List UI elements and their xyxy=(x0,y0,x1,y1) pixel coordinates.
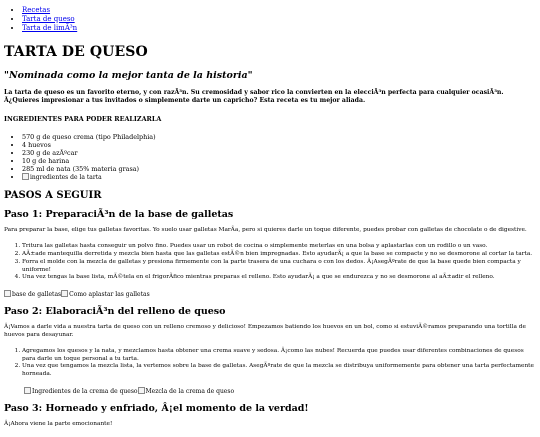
step1-images xyxy=(4,290,536,298)
nav-item xyxy=(22,6,536,15)
step1-text: Para preparar la base, elige tus galletas favoritas. Yo suelo usar galletas MarÃa, pero si quieres darle un toque diferente, puedes probar con galletas de chocolate o de digestive. xyxy=(4,227,527,234)
step3-title: Paso 3: Horneado y enfriado, Â¡el momento de la verdad! xyxy=(4,403,309,414)
page-subtitle: "Nominada como la mejor tanta de la historia" xyxy=(4,70,253,82)
step1-image-base-alt: base de galletas xyxy=(12,291,62,299)
step2-image-mezcla-alt: Mezcla de la crema de queso xyxy=(145,388,235,395)
nav-link-tarta-de-queso[interactable]: Tarta de queso xyxy=(22,14,75,23)
ingredient-item: • 4 huevos xyxy=(22,141,536,149)
ingredients-image-alt: ingredientes de la tarta xyxy=(30,173,102,181)
nav-link-recetas[interactable]: Recetas xyxy=(22,6,51,14)
broken-image-icon xyxy=(138,387,145,394)
step1-item: 4. Una vez tengas la base lista, mÃ©tela en el frigorÃfico mientras preparas el relleno. Esto ayudarÃ¡ a que se endurezca y no se desmorone al aÃ±adir el relleno. xyxy=(22,274,536,282)
ingredient-item: • 570 g de queso crema (tipo Philadelphia) xyxy=(22,133,536,141)
ingredient-item: • 285 ml de nata (35% materia grasa) xyxy=(22,165,536,173)
step2-title: Paso 2: ElaboraciÃ³n del relleno de queso xyxy=(4,306,226,318)
step1-item: 3. Forra el molde con la mezcla de galletas y presiona firmemente con la parte trasera de una cuchara o con los dedos. Â¡AsegÃºrate de que la base quede bien compacta y uniforme! xyxy=(22,259,536,275)
step2-item: 1. Agregamos los quesos y la nata, y mezclamos hasta obtener una crema suave y sedosa. Â¡como las nubes! Recuerda que puedes usar diferentes combinaciones de quesos para darle un toque personal a tu tarta. xyxy=(22,348,536,364)
ingredients-image xyxy=(22,173,102,182)
step1-image-aplastar xyxy=(61,290,150,298)
step2-list xyxy=(4,348,536,379)
step3-text: Â¡Ahora viene la parte emocionante! xyxy=(4,421,113,427)
step1-item: 1. Tritura las galletas hasta conseguir un polvo fino. Puedes usar un robot de cocina o simplemente meterlas en una bolsa y aplastarlas con un rodillo o un vaso. xyxy=(22,243,536,251)
ingredient-item: • 230 g de azÃºcar xyxy=(22,149,536,157)
intro-paragraph: La tarta de queso es un favorito eterno, y con razÃ³n. Su cremosidad y sabor rico la convierten en la elecciÃ³n perfecta para cualquier ocasiÃ³n. Â¿Quieres impresionar a tus invitados o simplemente darte un capricho? Esta receta es tu mejor aliada. xyxy=(4,89,504,104)
step2-images xyxy=(4,387,536,395)
ingredients-title: INGREDIENTES PARA PODER REALIZARLA xyxy=(4,114,162,123)
ingredient-item: • 10 g de harina xyxy=(22,157,536,165)
step1-image-aplastar-alt: Como aplastar las galletas xyxy=(69,291,150,299)
step1-item: 2. AÃ±ade mantequilla derretida y mezcla bien hasta que las galletas estÃ©n bien impregnadas. Esto ayudarÃ¡ a que la base se compacte y no se desmorone al cortar la tarta. xyxy=(22,251,536,259)
broken-image-icon xyxy=(22,173,29,180)
nav-item xyxy=(22,15,536,24)
step1-list xyxy=(4,243,536,282)
step1-title: Paso 1: PreparaciÃ³n de la base de galletas xyxy=(4,209,234,221)
nav-item xyxy=(22,24,536,33)
step1-image-base xyxy=(4,290,61,298)
broken-image-icon xyxy=(24,387,31,394)
nav-link-tarta-de-limon[interactable]: Tarta de limÃ³n xyxy=(22,23,78,32)
step2-image-mezcla xyxy=(138,387,235,395)
broken-image-icon xyxy=(61,290,68,297)
broken-image-icon xyxy=(4,290,11,297)
nav-list xyxy=(4,6,536,32)
step2-image-ingredientes xyxy=(24,387,138,395)
step2-image-ingredientes-alt: Ingredientes de la crema de queso xyxy=(32,388,138,395)
steps-heading: PASOS A SEGUIR xyxy=(4,190,102,202)
step2-text: Â¡Vamos a darle vida a nuestra tarta de queso con un relleno cremoso y delicioso! Empezamos batiendo los huevos en un bol, como si estuviÃ©ramos preparando una tortilla de huevos para desayunar. xyxy=(4,324,526,338)
ingredients-list xyxy=(4,133,536,182)
step2-item: 2. Una vez que tengamos la mezcla lista, la vertemos sobre la base de galletas. AsegÃºrate de que la mezcla se distribuya uniformemente para obtener una tarta perfectamente horneada. xyxy=(22,363,536,379)
page-title: TARTA DE QUESO xyxy=(4,44,148,61)
ingredient-image-item xyxy=(22,173,536,182)
